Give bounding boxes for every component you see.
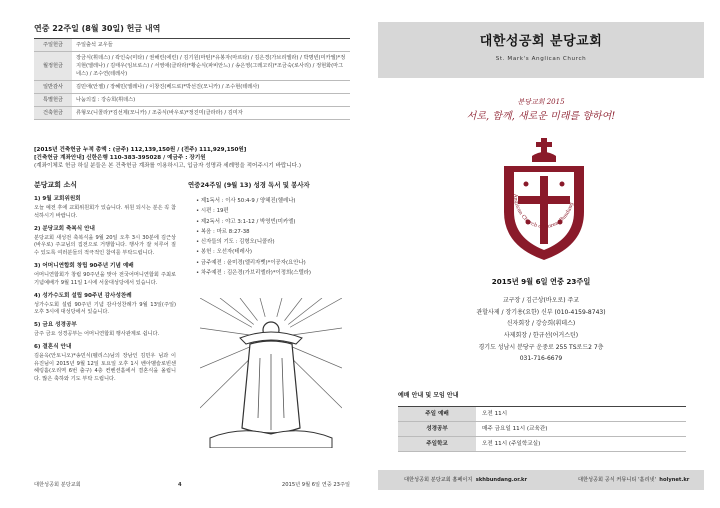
offering-row — [34, 52, 350, 81]
news-item-body: 김윤옥(안토니오)*송민식(펠리스)님의 장남인 김민우 님과 이유진님이 2015년 9월 12일 토요일 오후 1시 벤아벨슬로빈센헤링홀(오리역 6번 출구) 4층 컨벤션홀에서 결혼식을 올립니다. 많은 축하와 기도 부탁 드립니다. — [34, 352, 176, 383]
news-item — [34, 226, 176, 258]
reading-item: • 차주예전 : 김은경(가브리엘라)*이정희(스텔라) — [196, 268, 356, 278]
offering-row — [34, 94, 350, 107]
offering-names: 나눔의집 : 강승희(휘데스) — [72, 94, 350, 107]
worship-name: 주일학교 — [398, 437, 476, 452]
news-item — [34, 344, 176, 384]
news-item-body: 어머니연합회가 창립 90주년을 맞아 전국어머니연합회 주최로 기념예배가 9월 11일 1시에 서울대성당에서 있습니다. — [34, 271, 176, 286]
news-item-title: 6) 결혼식 안내 — [34, 343, 72, 350]
staff-line: 031-716-6679 — [519, 355, 563, 363]
staff-line: 경기도 성남시 분당구 운중로 255 TS로드2 7층 — [478, 343, 604, 351]
account-note: (계좌이체로 헌금 하실 분들은 본 건축헌금 계좌를 이용하시고, 입금자 성명과 세례명을 적어주시기 바랍니다.) — [34, 163, 302, 170]
news-item-body: 분당교회 새성전 축복식을 9월 20일 오후 3시 30분에 김근상(바우로) 주교님의 집전으로 거행합니다. 행사가 잘 치루어 질 수 있도록 여러분들의 적극적인 참여를 부탁드립니다. — [34, 234, 176, 257]
news-item — [34, 263, 176, 288]
church-name: 대한성공회 분당교회 — [479, 34, 603, 49]
news-list — [34, 196, 176, 389]
offering-row — [34, 107, 350, 120]
offering-total: [2015년 건축헌금 누적 총액 : (금주) 112,139,150원 / (전주) 111,929,150원] — [34, 147, 247, 153]
news-item-title: 4) 성가수도회 설립 90주년 감사성찬례 — [34, 292, 132, 299]
offering-table — [34, 38, 350, 120]
offering-category: 건축헌금 — [34, 107, 72, 120]
footer-church: 대한성공회 분당교회 — [34, 482, 81, 488]
worship-row — [398, 407, 686, 422]
logo-text: Anglican Church of Korea, Bundang — [511, 193, 575, 231]
offering-category: 특별헌금 — [34, 94, 72, 107]
worship-time: 오전 11시 — [476, 407, 686, 422]
slogan: 서로, 함께, 새로운 미래를 향하여! — [466, 111, 616, 122]
news-item-body: 성가수도회 설립 90주년 기념 감사성찬례가 9월 13일(주일) 오후 3시에 대성당에서 있습니다. — [34, 301, 176, 316]
offering-summary — [34, 146, 350, 170]
news-item-title: 5) 금요 성경공부 — [34, 322, 77, 329]
worship-row — [398, 422, 686, 437]
reading-item: • 시편 : 19편 — [196, 206, 356, 216]
risen-christ-illustration — [200, 298, 342, 448]
news-item-title: 3) 어머니연합회 창립 90주년 기념 예배 — [34, 262, 134, 269]
reading-list — [196, 196, 356, 278]
news-heading: 분당교회 소식 — [34, 181, 78, 189]
worship-time: 매주 금요일 11시 (교육관) — [476, 422, 686, 437]
offering-category: 월정헌금 — [34, 52, 72, 81]
offering-names: 류형오(니콜라)*김선제(모니카) / 조중식(바우로)*정진미(클라라) / 김미자 — [72, 107, 350, 120]
worship-table — [398, 406, 686, 452]
homepage-url[interactable]: skhbundang.or.kr — [475, 477, 528, 483]
right-footer — [378, 470, 704, 490]
header-bar — [378, 22, 704, 78]
right-page — [368, 0, 720, 508]
offering-row — [34, 81, 350, 94]
offering-category: 일반감사 — [34, 81, 72, 94]
worship-name: 주일 예배 — [398, 407, 476, 422]
staff-line: 관할사제 / 장기용(요한) 신부 (010-4159-8743) — [476, 308, 606, 316]
homepage-info — [404, 477, 527, 484]
reading-item: • 제1독서 : 이사 50:4-9 / 양혜진(헬레나) — [196, 196, 356, 206]
news-item-body: 오늘 예전 후에 교회위원회가 있습니다. 위원 되시는 분은 꼭 참석하시기 바랍니다. — [34, 204, 176, 219]
worship-time: 오전 11시 (주일학교실) — [476, 437, 686, 452]
reading-item: • 봉헌 : 오선자(테레사) — [196, 247, 356, 257]
community-label: 대한성공회 공식 커뮤니티 '홀리넷' — [578, 477, 656, 483]
staff-line: 사제회장 / 한규선(어거스틴) — [503, 332, 579, 340]
offering-names: 김민애(안젤) / 장혜민(엘레나) / 이창진(베드로)*박선진(모니카) / 조수현(테레사) — [72, 81, 350, 94]
staff-line: 교구장 / 김근상(바오로) 주교 — [502, 297, 580, 304]
worship-row — [398, 437, 686, 452]
account-info: [건축헌금 계좌안내] 신한은행 110-383-395028 / 예금주 : 장기원 — [34, 155, 206, 162]
homepage-label: 대한성공회 분당교회 홈페이지 — [404, 477, 473, 483]
worship-title: 예배 안내 및 모임 안내 — [398, 392, 459, 399]
page-number: 4 — [178, 482, 182, 488]
slogan-year: 분당교회 2015 — [517, 98, 565, 106]
reading-heading: 연중24주일 (9월 13) 성경 독서 및 봉사자 — [188, 181, 310, 189]
reading-item: • 복음 : 마르 8:27-38 — [196, 227, 356, 237]
offering-row — [34, 39, 350, 52]
church-english-name: St. Mark's Anglican Church — [495, 56, 587, 62]
community-info — [578, 477, 689, 484]
news-item — [34, 293, 176, 318]
news-item-body: 금주 금요 성경공부는 어머니연합회 행사관계로 쉽니다. — [34, 331, 160, 338]
staff-list — [378, 295, 704, 365]
community-url[interactable]: holynet.kr — [659, 477, 690, 483]
offering-category: 주일헌금 — [34, 39, 72, 52]
news-item — [34, 322, 176, 339]
news-item-title: 1) 9월 교회위원회 — [34, 196, 81, 202]
date-line: 2015년 9월 6일 연중 23주일 — [491, 277, 591, 286]
church-logo-icon — [496, 138, 592, 262]
reading-item: • 신자들의 기도 : 김형오(니콜라) — [196, 237, 356, 247]
news-item — [34, 196, 176, 221]
worship-name: 성경공부 — [398, 422, 476, 437]
offering-names: 장금식(휘데스) / 곽인숙(미타) / 권해린(에린) / 김기원(마틴)*유봉자(마르타) / 김은경(가브리엘라) / 박명빈(미카엘)*정지현(엘레나) / 김태우(임브로스) / 서영애(클라라)*황순식(파비안느) / 송은영(그레고리)*조금숙(로사리) / 정현화(마그네스) / 조수연(테레사) — [72, 52, 350, 81]
offering-title: 연중 22주일 (8월 30일) 헌금 내역 — [34, 24, 161, 33]
reading-item: • 금주예전 : 윤미경(엘리자벳)*이공자(요안나) — [196, 258, 356, 268]
news-item-title: 2) 분당교회 축복식 안내 — [34, 225, 95, 232]
staff-line: 신자회장 / 강승희(휘데스) — [506, 320, 576, 328]
footer-date: 2015년 9월 6일 연중 23주일 — [281, 482, 350, 488]
reading-item: • 제2독서 : 야고 3:1-12 / 박영빈(미카엘) — [196, 217, 356, 227]
offering-names: 주일출석 교우들 — [72, 39, 350, 52]
